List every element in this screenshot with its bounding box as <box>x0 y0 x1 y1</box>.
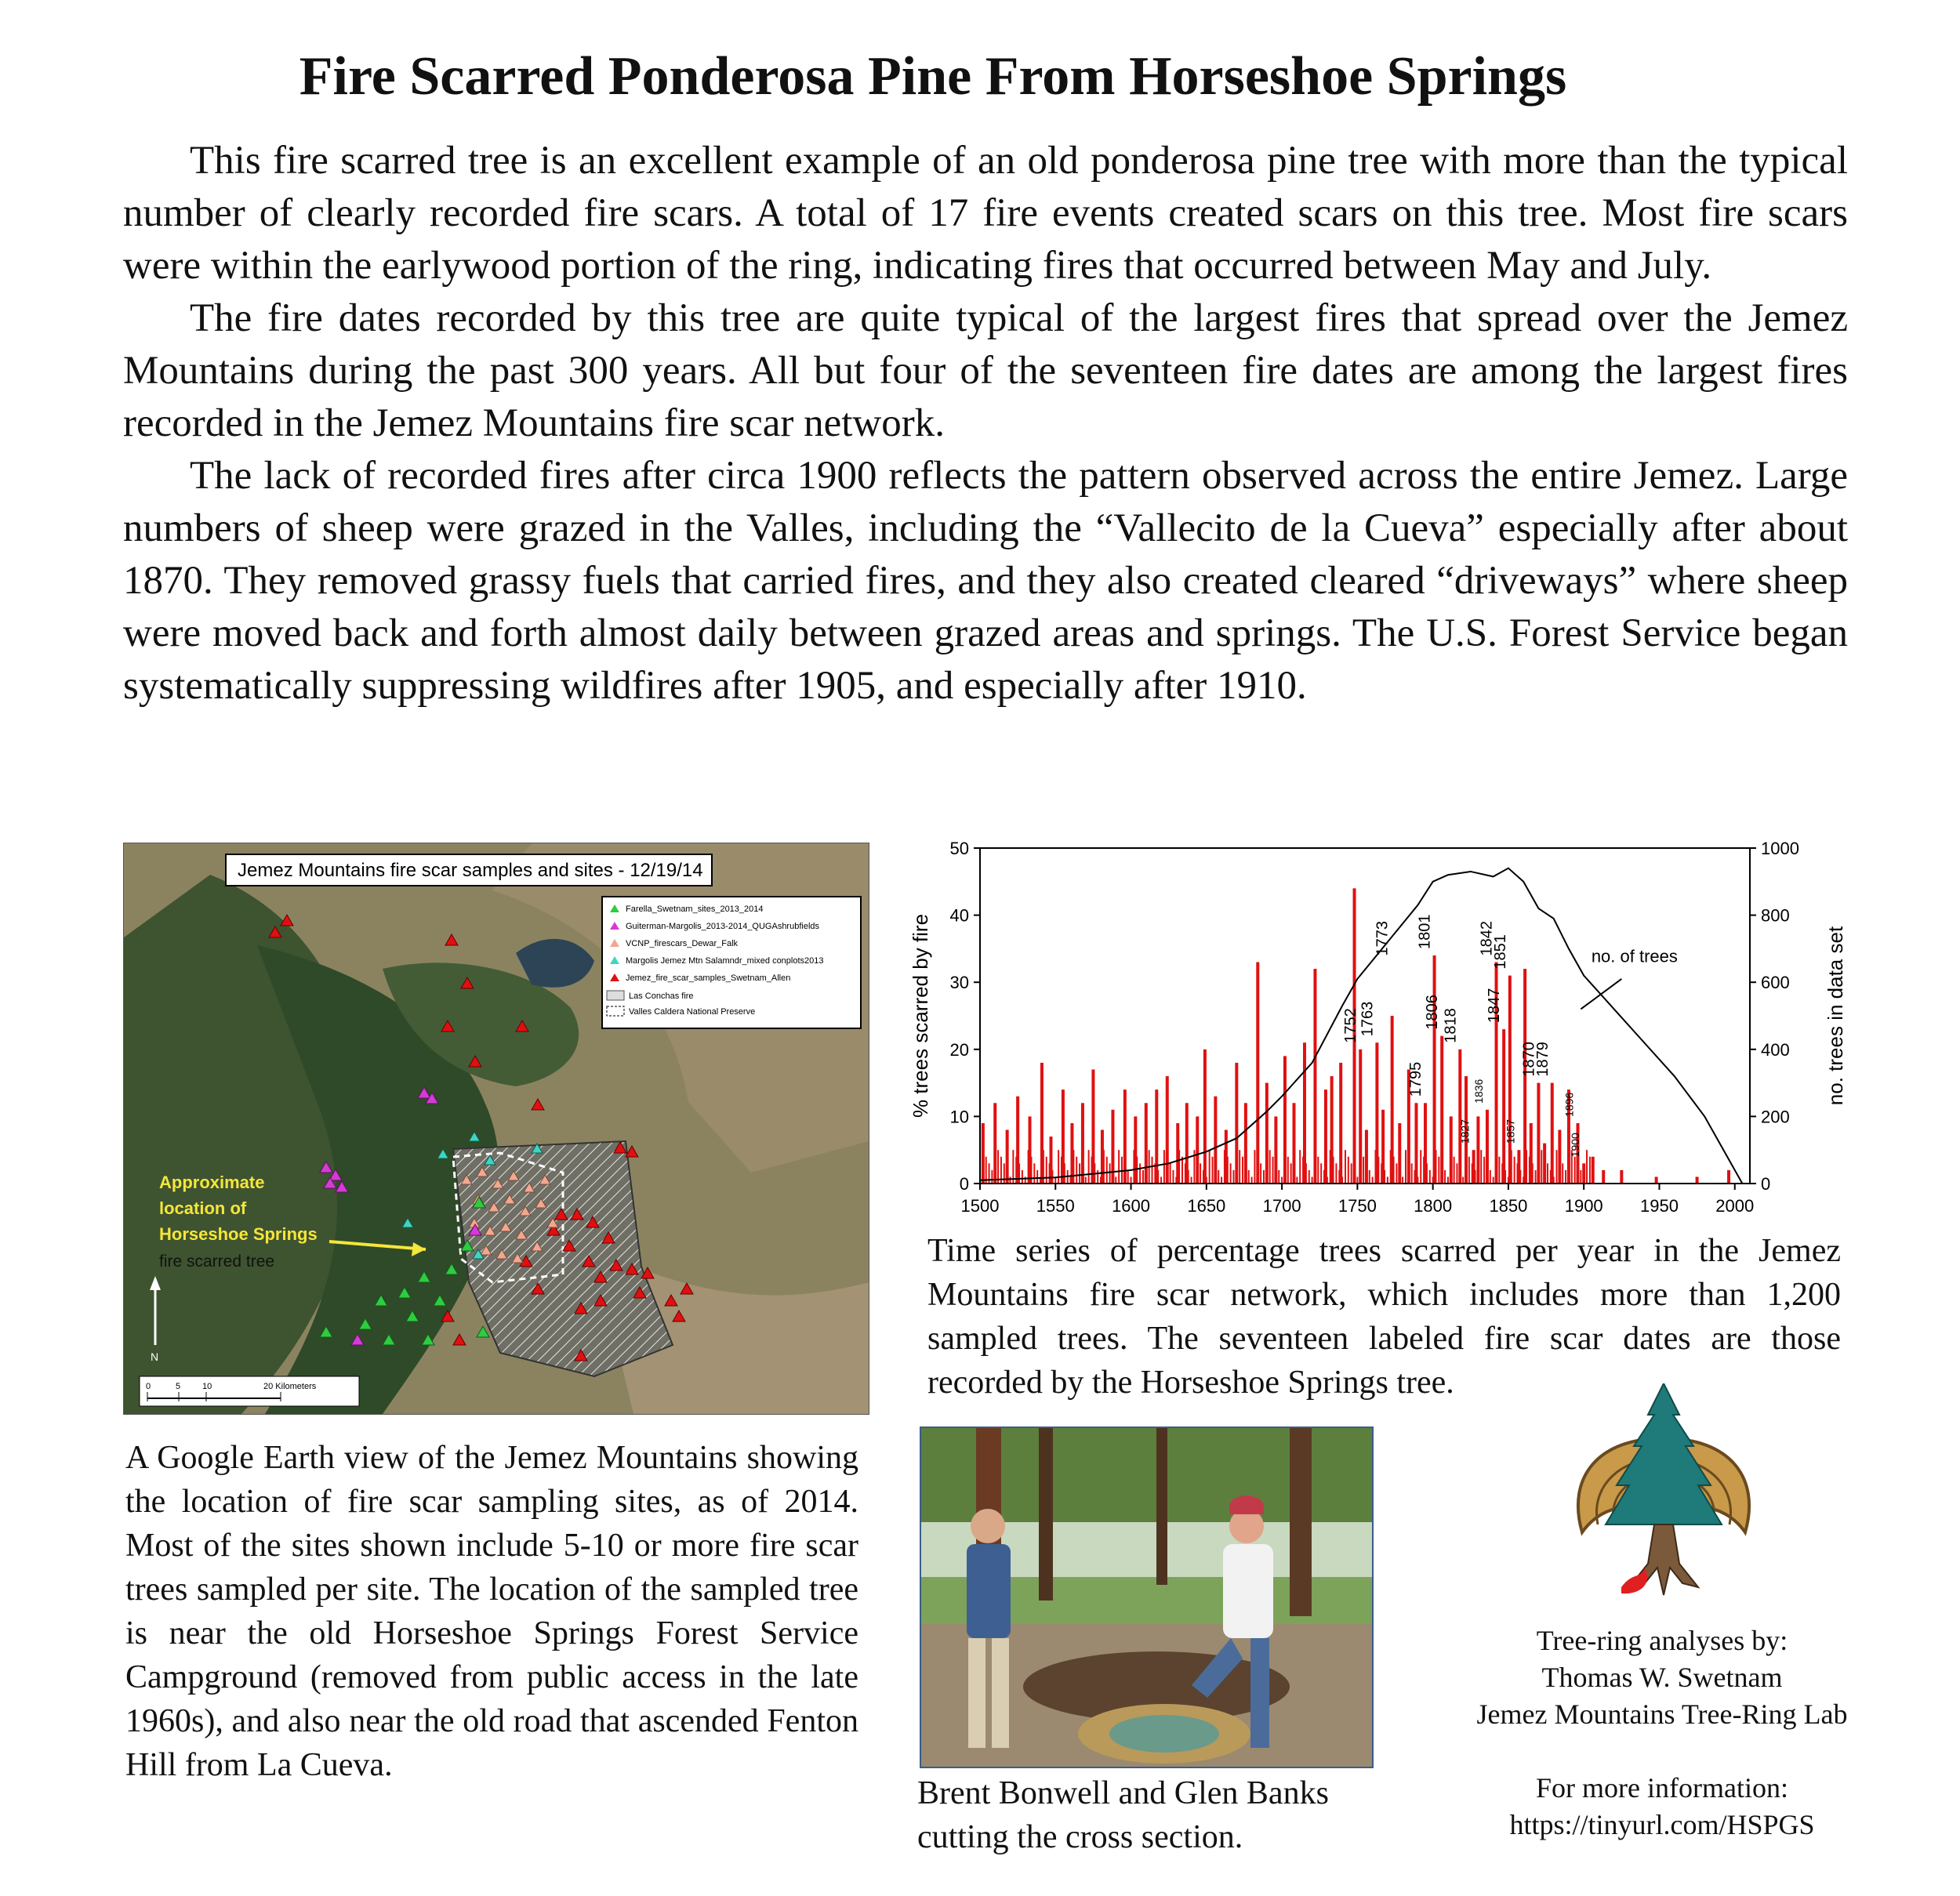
crew-photo <box>920 1427 1374 1768</box>
chart-minor-bar <box>1088 1150 1090 1184</box>
chart-bar <box>1381 1110 1385 1184</box>
more-info-link[interactable]: https://tinyurl.com/HSPGS <box>1509 1809 1815 1840</box>
trees-series-arrow <box>1581 979 1621 1010</box>
chart-minor-bar <box>1152 1157 1153 1184</box>
chart-minor-bar <box>1287 1157 1289 1184</box>
chart-bar <box>1696 1176 1699 1184</box>
chart-minor-bar <box>1272 1157 1274 1184</box>
chart-minor-bar <box>1181 1157 1183 1184</box>
chart-minor-bar <box>991 1170 993 1184</box>
chart-bar <box>993 1103 996 1184</box>
chart-bar <box>1196 1116 1199 1184</box>
chart-minor-bar <box>1076 1157 1077 1184</box>
chart-bar <box>1502 1029 1505 1184</box>
chart-minor-bar <box>1115 1176 1116 1184</box>
chart-minor-bar <box>1351 1163 1352 1184</box>
annotation-sub: fire scarred tree <box>159 1253 275 1271</box>
chart-bar <box>1049 1137 1052 1184</box>
chart-bar <box>982 1123 985 1184</box>
chart-minor-bar <box>1131 1176 1132 1184</box>
chart-bar <box>1040 1063 1044 1184</box>
chart-bar <box>1293 1103 1296 1184</box>
fire-date-label: 1773 <box>1374 921 1392 956</box>
chart-minor-bar <box>1580 1170 1581 1184</box>
chart-bar <box>1424 1103 1427 1184</box>
chart-minor-bar <box>1420 1150 1421 1184</box>
map-caption: A Google Earth view of the Jemez Mountains showing the location of fire scar sampling sites, as of 2014. Most of the sites shown include 5-10 or more fire scar trees sampled per site. The location of the sampled tree is near the old Horseshoe Springs Forest Service Campground (removed from public access in the late 1960s), and also near the old road that ascended Fenton Hill from La Cueva. <box>125 1440 858 1783</box>
chart-bar <box>1508 976 1512 1184</box>
chart-minor-bar <box>1490 1170 1491 1184</box>
x-tick-label: 1900 <box>1564 1196 1603 1216</box>
fire-date-label: 1870 <box>1520 1042 1538 1077</box>
svg-text:20 Kilometers: 20 Kilometers <box>263 1382 317 1391</box>
chart-bar <box>1582 1163 1585 1184</box>
chart-minor-bar <box>1562 1163 1563 1184</box>
chart-bar <box>1558 1130 1561 1184</box>
chart-bar <box>1476 1116 1479 1184</box>
y-tick-label: 0 <box>959 1174 969 1194</box>
y2-tick-label: 400 <box>1761 1039 1790 1060</box>
fire-date-label: 1836 <box>1472 1079 1485 1104</box>
chart-bar <box>1391 1016 1394 1184</box>
legend-item: Las Conchas fire <box>629 992 694 1001</box>
chart-minor-bar <box>1444 1170 1446 1184</box>
chart-bar <box>1517 1150 1520 1184</box>
chart-minor-bar <box>1405 1150 1406 1184</box>
fire-date-label: 1763 <box>1359 1001 1377 1037</box>
chart-minor-bar <box>1160 1176 1162 1184</box>
chart-bar <box>1016 1097 1019 1184</box>
chart-minor-bar <box>1402 1176 1403 1184</box>
x-tick-label: 2000 <box>1715 1196 1755 1216</box>
y-tick-label: 10 <box>949 1107 969 1127</box>
chart-minor-bar <box>1046 1157 1047 1184</box>
chart-minor-bar <box>1209 1150 1210 1184</box>
chart-minor-bar <box>1480 1150 1482 1184</box>
chart-minor-bar <box>1320 1163 1322 1184</box>
chart-bar <box>1602 1170 1605 1184</box>
chart-bar <box>1214 1097 1217 1184</box>
chart-minor-bar <box>1278 1170 1279 1184</box>
chart-minor-bar <box>1514 1157 1515 1184</box>
chart-minor-bar <box>1565 1170 1566 1184</box>
chart-bar <box>1256 963 1259 1184</box>
chart-bar <box>1303 1042 1306 1184</box>
chart-bar <box>1070 1123 1073 1184</box>
fire-date-label: 1752 <box>1342 1008 1360 1043</box>
y-tick-label: 50 <box>949 839 969 858</box>
chart-minor-bar <box>1290 1163 1292 1184</box>
chart-minor-bar <box>997 1150 999 1184</box>
chart-minor-bar <box>1296 1176 1298 1184</box>
chart-minor-bar <box>1372 1176 1374 1184</box>
chart-caption: Time series of percentage trees scarred per year in the Jemez Mountains fire scar network, which includes more than 1,200 sampled trees. The seventeen labeled fire scar dates are those recorded by the Horseshoe Springs tree. <box>927 1233 1841 1401</box>
chart-minor-bar <box>1036 1170 1038 1184</box>
chart-bar <box>1433 955 1436 1184</box>
chart-minor-bar <box>1462 1176 1464 1184</box>
chart-canvas <box>902 832 1866 1232</box>
y2-tick-label: 800 <box>1761 905 1790 926</box>
trees-series-label: no. of trees <box>1591 946 1678 966</box>
chart-bar <box>1134 1116 1137 1184</box>
chart-minor-bar <box>1574 1157 1576 1184</box>
chart-minor-bar <box>1127 1170 1129 1184</box>
credits-line: For more information: <box>1536 1772 1788 1804</box>
chart-minor-bar <box>1200 1163 1201 1184</box>
chart-bar <box>1091 1069 1094 1184</box>
chart-minor-bar <box>1004 1163 1005 1184</box>
chart-bar <box>1176 1123 1179 1184</box>
x-tick-label: 1700 <box>1262 1196 1301 1216</box>
x-tick-label: 1650 <box>1187 1196 1226 1216</box>
y2-tick-label: 0 <box>1761 1174 1771 1194</box>
svg-text:0: 0 <box>146 1382 151 1391</box>
chart-bar <box>1145 1103 1148 1184</box>
chart-minor-bar <box>1079 1163 1080 1184</box>
chart-bar <box>1551 1083 1554 1184</box>
chart-minor-bar <box>1191 1176 1192 1184</box>
chart-minor-bar <box>1163 1150 1165 1184</box>
map-title: Jemez Mountains fire scar samples and sites - 12/19/14 <box>238 860 703 881</box>
chart-minor-bar <box>1254 1150 1255 1184</box>
chart-bar <box>1414 1103 1417 1184</box>
chart-minor-bar <box>1212 1157 1214 1184</box>
y2-tick-label: 600 <box>1761 973 1790 993</box>
svg-text:10: 10 <box>202 1382 212 1391</box>
chart-bar <box>1620 1170 1623 1184</box>
x-tick-label: 1500 <box>960 1196 1000 1216</box>
chart-bar <box>1398 1123 1401 1184</box>
chart-minor-bar <box>1387 1176 1388 1184</box>
chart-minor-bar <box>1109 1163 1111 1184</box>
fire-date-label: 1827 <box>1458 1119 1472 1144</box>
chart-bar <box>1006 1130 1009 1184</box>
chart-minor-bar <box>1589 1157 1591 1184</box>
chart-bar <box>1313 969 1316 1184</box>
chart-minor-bar <box>1348 1157 1349 1184</box>
page-title: Fire Scarred Ponderosa Pine From Horseshoe Springs <box>299 46 1567 107</box>
x-tick-label: 1600 <box>1112 1196 1151 1216</box>
chart-bar <box>1166 1076 1169 1184</box>
credits-line: Tree-ring analyses by: <box>1536 1625 1788 1656</box>
chart-bar <box>1185 1103 1189 1184</box>
photo-caption: Brent Bonwell and Glen Banks cutting the cross section. <box>917 1775 1329 1855</box>
chart-minor-bar <box>1097 1170 1098 1184</box>
fire-date-label: 1847 <box>1486 988 1504 1024</box>
chart-minor-bar <box>1033 1163 1035 1184</box>
chart-bar <box>1472 1150 1475 1184</box>
svg-text:N: N <box>151 1350 159 1363</box>
intro-text <box>123 135 1848 712</box>
x-tick-label: 1750 <box>1338 1196 1377 1216</box>
chart-bar <box>1283 1056 1287 1184</box>
chart-minor-bar <box>1142 1170 1144 1184</box>
credits-line: Thomas W. Swetnam <box>1541 1662 1783 1693</box>
fire-date-label: 1896 <box>1563 1092 1576 1117</box>
chart-minor-bar <box>1586 1150 1588 1184</box>
svg-text:location of: location of <box>159 1198 247 1218</box>
chart-minor-bar <box>1411 1163 1413 1184</box>
fire-date-label: 1851 <box>1491 934 1509 970</box>
legend-item: Margolis Jemez Mtn Salamndr_mixed conplots2013 <box>626 956 824 966</box>
chart-minor-bar <box>1396 1163 1397 1184</box>
chart-bar <box>1203 1050 1207 1184</box>
chart-minor-bar <box>1456 1163 1457 1184</box>
tree-ring-lab-logo <box>1566 1383 1761 1607</box>
chart-bar <box>1537 1083 1540 1184</box>
fire-date-label: 1857 <box>1504 1119 1517 1144</box>
chart-minor-bar <box>1269 1150 1271 1184</box>
chart-bar <box>1655 1176 1658 1184</box>
chart-minor-bar <box>1263 1170 1265 1184</box>
chart-bar <box>1592 1157 1595 1184</box>
chart-minor-bar <box>1547 1163 1548 1184</box>
chart-minor-bar <box>1242 1157 1243 1184</box>
y-tick-label: 20 <box>949 1039 969 1060</box>
chart-minor-bar <box>1260 1163 1261 1184</box>
chart-minor-bar <box>1221 1176 1222 1184</box>
chart-bar <box>1244 1103 1247 1184</box>
svg-text:Approximate: Approximate <box>159 1173 265 1192</box>
chart-bar <box>1330 1076 1334 1184</box>
chart-minor-bar <box>1106 1157 1108 1184</box>
chart-minor-bar <box>1139 1163 1141 1184</box>
chart-minor-bar <box>1230 1163 1232 1184</box>
chart-minor-bar <box>1438 1157 1439 1184</box>
chart-bar <box>1155 1089 1158 1184</box>
chart-minor-bar <box>1281 1176 1283 1184</box>
chart-minor-bar <box>1468 1157 1470 1184</box>
chart-minor-bar <box>1363 1157 1364 1184</box>
paragraph-2: The fire dates recorded by this tree are quite typical of the largest fires that spread over the Jemez Mountains during the past 300 years. All but four of the seventeen fire dates are among the largest fires recorded in the Jemez Mountains fire scar network. <box>123 296 1848 445</box>
chart-minor-bar <box>1022 1170 1023 1184</box>
fire-date-label: 1801 <box>1416 914 1434 949</box>
chart-bar <box>1727 1170 1730 1184</box>
paragraph-1: This fire scarred tree is an excellent example of an old ponderosa pine tree with more than the typical number of clearly recorded fire scars. A total of 17 fire events created scars on this tree. Most fire scars were within the earlywood portion of the ring, indicating fires that occurred between May and July. <box>123 139 1848 288</box>
chart-bar <box>1235 1063 1238 1184</box>
chart-minor-bar <box>1218 1170 1219 1184</box>
map-canvas <box>124 843 869 1414</box>
chart-bar <box>1123 1089 1127 1184</box>
y2-axis-label: no. trees in data set <box>1824 926 1847 1106</box>
legend-item: Jemez_fire_scar_samples_Swetnam_Allen <box>626 973 791 983</box>
chart-minor-bar <box>1248 1170 1250 1184</box>
chart-bar <box>1375 1042 1378 1184</box>
chart-minor-bar <box>1317 1157 1319 1184</box>
chart-bar <box>1225 1130 1228 1184</box>
chart-minor-bar <box>1121 1157 1123 1184</box>
chart-bar <box>1081 1103 1084 1184</box>
fire-history-chart <box>902 832 1866 1232</box>
chart-bar <box>1458 1050 1461 1184</box>
chart-bar <box>1324 1089 1327 1184</box>
chart-minor-bar <box>1172 1170 1174 1184</box>
x-tick-label: 1950 <box>1639 1196 1679 1216</box>
chart-minor-bar <box>1483 1157 1485 1184</box>
fire-date-label: 1879 <box>1534 1042 1552 1077</box>
chart-minor-bar <box>1170 1163 1171 1184</box>
chart-minor-bar <box>1239 1150 1240 1184</box>
chart-bar <box>1265 1083 1269 1184</box>
chart-minor-bar <box>1085 1176 1087 1184</box>
chart-minor-bar <box>1251 1176 1253 1184</box>
chart-minor-bar <box>1308 1170 1310 1184</box>
chart-bar <box>1450 1116 1453 1184</box>
chart-minor-bar <box>1335 1163 1337 1184</box>
chart-bar <box>1486 1110 1489 1184</box>
fire-date-label: 1795 <box>1407 1061 1425 1097</box>
chart-minor-bar <box>1010 1176 1011 1184</box>
photo-illustration <box>921 1428 1372 1767</box>
chart-minor-bar <box>1118 1150 1120 1184</box>
chart-minor-bar <box>1356 1176 1358 1184</box>
chart-bar <box>1062 1089 1065 1184</box>
svg-text:5: 5 <box>176 1382 181 1391</box>
chart-minor-bar <box>1429 1170 1431 1184</box>
legend-item: Valles Caldera National Preserve <box>629 1007 756 1017</box>
chart-minor-bar <box>1345 1150 1346 1184</box>
chart-bar <box>1543 1144 1546 1184</box>
chart-minor-bar <box>1535 1170 1537 1184</box>
chart-bar <box>1274 1116 1277 1184</box>
chart-minor-bar <box>1556 1150 1558 1184</box>
fire-date-label: 1818 <box>1442 1008 1460 1043</box>
chart-minor-bar <box>1447 1176 1449 1184</box>
x-tick-label: 1550 <box>1036 1196 1075 1216</box>
svg-text:Horseshoe Springs: Horseshoe Springs <box>159 1224 318 1244</box>
chart-bar <box>1101 1130 1104 1184</box>
legend-item: Guiterman-Margolis_2013-2014_QUGAshrubfields <box>626 922 820 931</box>
tree-logo-icon <box>1566 1383 1761 1607</box>
credits <box>1435 1622 1889 1843</box>
chart-minor-bar <box>1541 1150 1542 1184</box>
y-tick-label: 40 <box>949 905 969 926</box>
paragraph-3: The lack of recorded fires after circa 1900 reflects the pattern observed across the entire Jemez. Large numbers of sheep were grazed in the Valles, including the “Vallecito de la Cueva” especially after about 1870. They removed grassy fuels that carried fires, and they also created cleared “driveways” where sheep were moved back and forth almost daily between grazed areas and springs. The U.S. Forest Service began systematically suppressing wildfires after 1905, and especially after 1910. <box>123 454 1848 708</box>
fire-date-label: 1806 <box>1424 995 1442 1030</box>
fire-scar-site-map <box>123 843 869 1415</box>
legend-item: VCNP_firescars_Dewar_Falk <box>626 939 739 948</box>
x-tick-label: 1800 <box>1414 1196 1453 1216</box>
chart-bar <box>1440 1036 1443 1184</box>
chart-minor-bar <box>1493 1176 1494 1184</box>
chart-bar <box>1339 1063 1342 1184</box>
fire-date-label: 1900 <box>1569 1133 1582 1158</box>
chart-bar <box>1530 1123 1533 1184</box>
chart-minor-bar <box>1312 1176 1313 1184</box>
y2-tick-label: 1000 <box>1761 839 1799 858</box>
chart-bar <box>1365 1130 1368 1184</box>
chart-minor-bar <box>1369 1170 1370 1184</box>
chart-minor-bar <box>1058 1150 1059 1184</box>
chart-minor-bar <box>1232 1170 1234 1184</box>
fire-date-label: 1842 <box>1478 921 1496 956</box>
legend-item: Farella_Swetnam_sites_2013_2014 <box>626 904 764 914</box>
credits-line: Jemez Mountains Tree-Ring Lab <box>1476 1698 1848 1730</box>
chart-minor-bar <box>1454 1157 1455 1184</box>
chart-bar <box>1359 1050 1362 1184</box>
y-tick-label: 30 <box>949 973 969 993</box>
x-tick-label: 1850 <box>1489 1196 1528 1216</box>
chart-minor-bar <box>1498 1157 1500 1184</box>
y2-tick-label: 200 <box>1761 1107 1790 1127</box>
y-axis-label: % trees scarred by fire <box>909 913 932 1118</box>
chart-minor-bar <box>1299 1150 1301 1184</box>
chart-bar <box>1029 1116 1032 1184</box>
credits-spacer <box>1435 1733 1889 1770</box>
